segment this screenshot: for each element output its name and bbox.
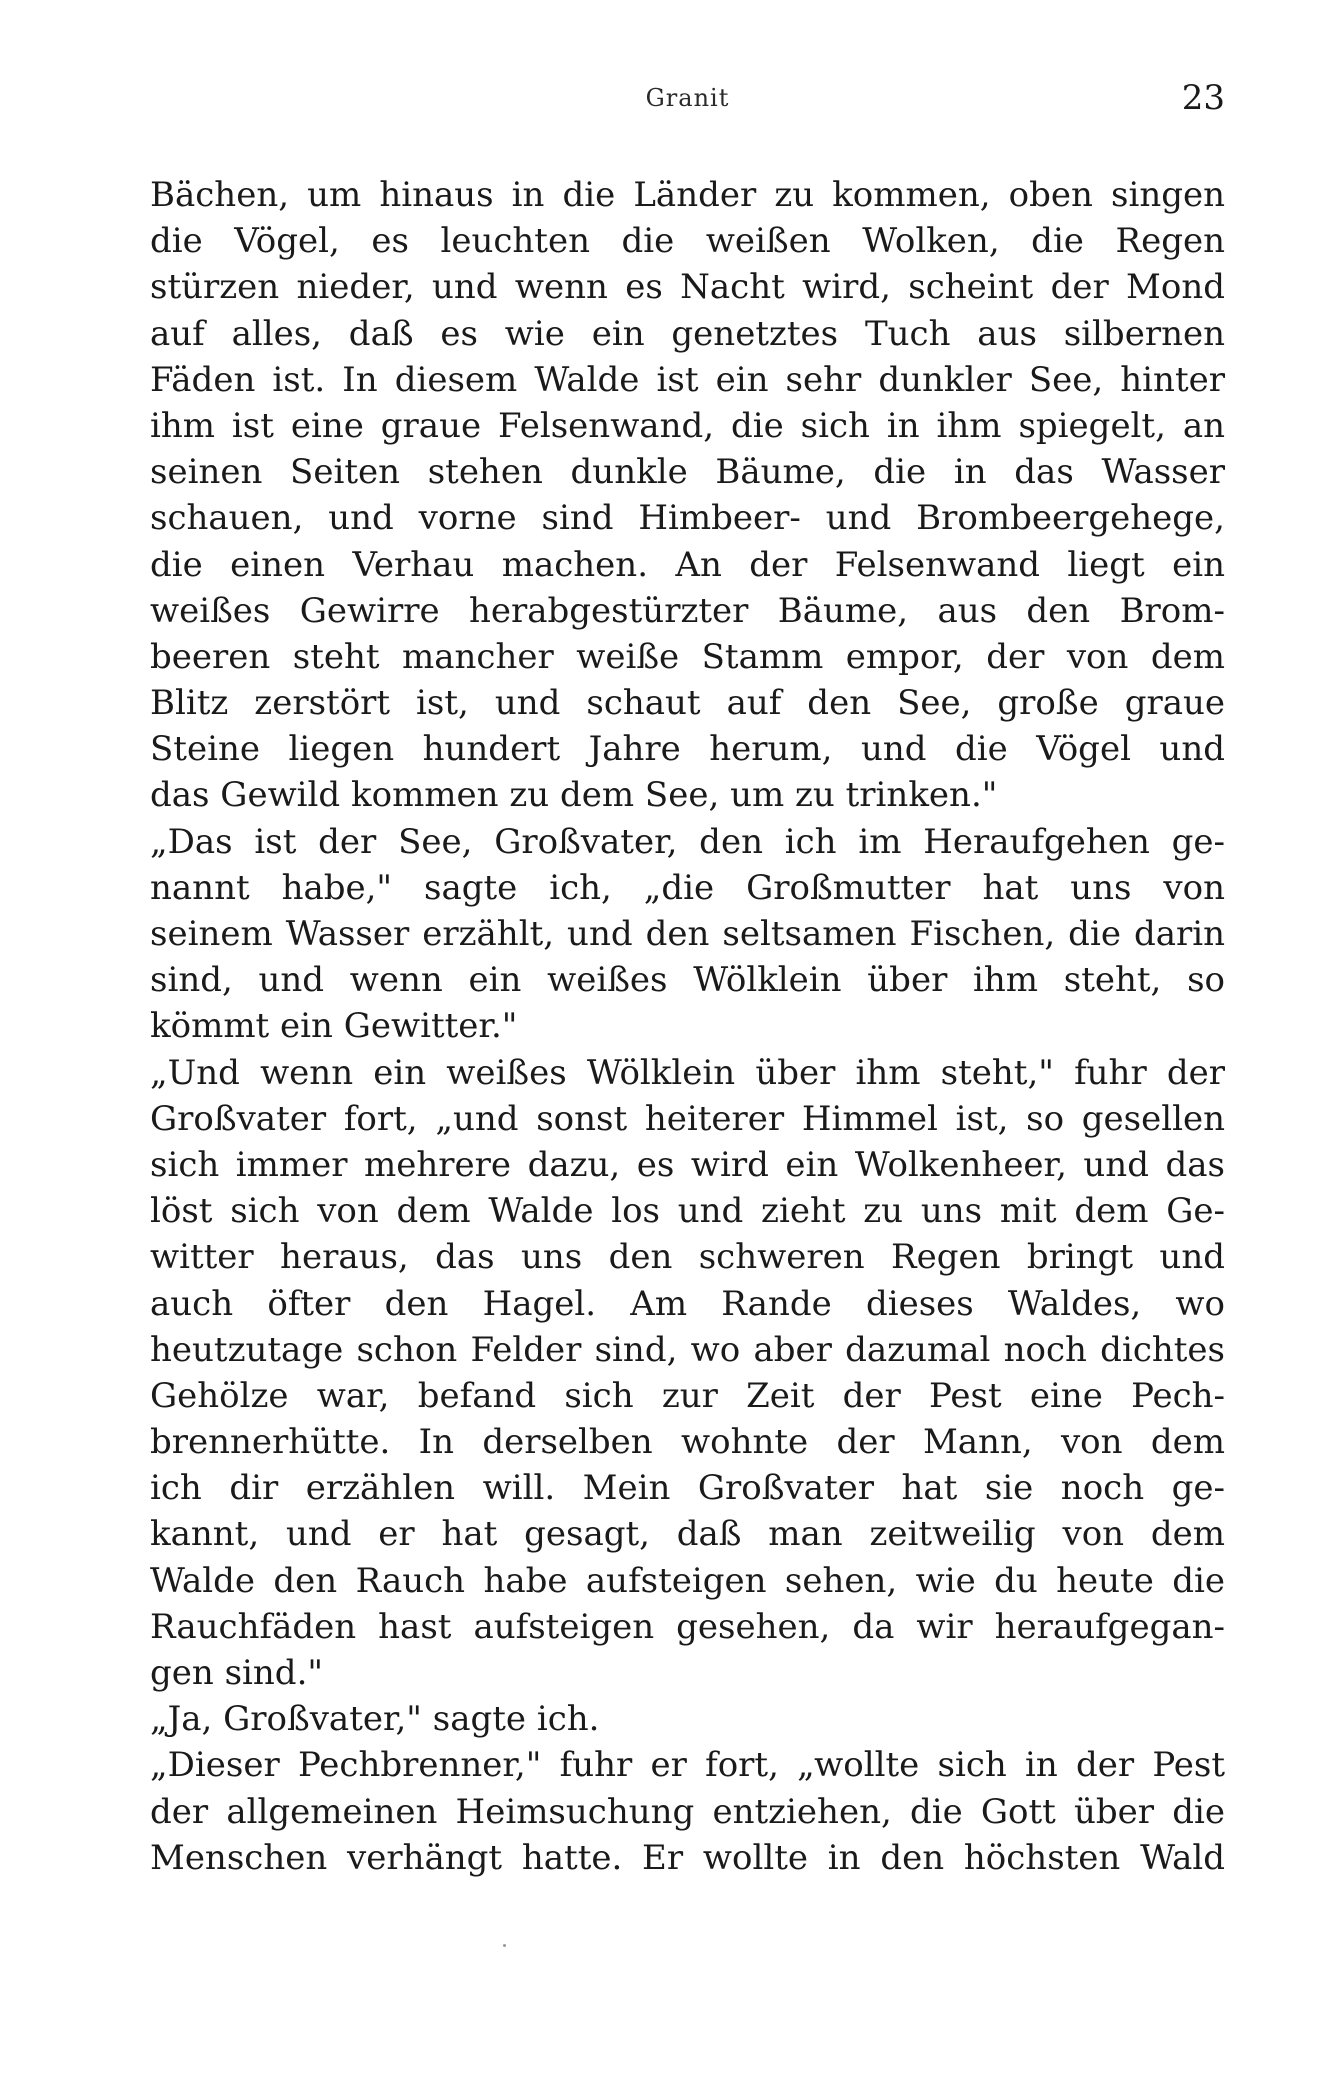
- text-line: stürzen nieder, und wenn es Nacht wird, scheint der Mond: [150, 267, 1225, 308]
- text-line: gen sind.": [150, 1653, 324, 1693]
- text-line: die Vögel, es leuchten die weißen Wolken, die Regen: [150, 221, 1225, 262]
- text-line: Rauchfäden hast aufsteigen gesehen, da wir heraufgegan-: [150, 1606, 1225, 1647]
- text-line: Menschen verhängt hatte. Er wollte in den höchsten Wald: [150, 1837, 1225, 1878]
- running-title: Granit: [645, 84, 730, 112]
- text-line: ihm ist eine graue Felsenwand, die sich in ihm spiegelt, an: [150, 405, 1225, 446]
- text-line: Gehölze war, befand sich zur Zeit der Pest eine Pech-: [150, 1375, 1225, 1416]
- text-line: beeren steht mancher weiße Stamm empor, der von dem: [150, 636, 1225, 677]
- text-line: löst sich von dem Walde los und zieht zu uns mit dem Ge-: [150, 1191, 1225, 1232]
- text-line: witter heraus, das uns den schweren Regen bringt und: [150, 1237, 1225, 1278]
- text-line: „Und wenn ein weißes Wölklein über ihm steht," fuhr der: [150, 1052, 1225, 1093]
- text-line: seinem Wasser erzählt, und den seltsamen Fischen, die darin: [150, 914, 1225, 954]
- text-line: Steine liegen hundert Jahre herum, und die Vögel und: [150, 729, 1225, 770]
- text-line: Bächen, um hinaus in die Länder zu kommen, oben singen: [150, 175, 1225, 215]
- text-line: schauen, und vorne sind Himbeer- und Brombeergehege,: [150, 498, 1225, 539]
- text-line: sich immer mehrere dazu, es wird ein Wolkenheer, und das: [150, 1144, 1225, 1185]
- text-line: die einen Verhau machen. An der Felsenwand liegt ein: [150, 544, 1225, 585]
- text-line: seinen Seiten stehen dunkle Bäume, die in das Wasser: [150, 452, 1225, 493]
- text-line: das Gewild kommen zu dem See, um zu trinken.": [150, 775, 998, 816]
- text-line: der allgemeinen Heimsuchung entziehen, die Gott über die: [150, 1791, 1225, 1832]
- text-line: „Ja, Großvater," sagte ich.: [150, 1699, 600, 1740]
- text-line: „Das ist der See, Großvater, den ich im Heraufgehen ge-: [150, 821, 1225, 862]
- text-line: weißes Gewirre herabgestürzter Bäume, aus den Brom-: [150, 590, 1225, 631]
- paper-speck: [503, 1944, 506, 1947]
- text-line: ich dir erzählen will. Mein Großvater hat sie noch ge-: [150, 1468, 1225, 1509]
- text-line: kannt, und er hat gesagt, daß man zeitweilig von dem: [150, 1514, 1225, 1555]
- text-line: „Dieser Pechbrenner," fuhr er fort, „wollte sich in der Pest: [150, 1745, 1225, 1786]
- text-line: Blitz zerstört ist, und schaut auf den See, große graue: [150, 683, 1225, 724]
- page-number: 23: [1181, 78, 1225, 118]
- text-line: heutzutage schon Felder sind, wo aber dazumal noch dichtes: [150, 1329, 1225, 1370]
- body-text: [150, 172, 1225, 1881]
- text-line: auch öfter den Hagel. Am Rande dieses Waldes, wo: [150, 1283, 1225, 1324]
- text-line: auf alles, daß es wie ein genetztes Tuch aus silbernen: [150, 313, 1225, 354]
- text-line: Großvater fort, „und sonst heiterer Himmel ist, so gesellen: [150, 1098, 1225, 1139]
- text-line: nannt habe," sagte ich, „die Großmutter hat uns von: [150, 867, 1225, 908]
- text-line: Walde den Rauch habe aufsteigen sehen, wie du heute die: [150, 1560, 1225, 1601]
- text-line: Fäden ist. In diesem Walde ist ein sehr dunkler See, hinter: [150, 359, 1225, 400]
- page-header: [150, 78, 1225, 128]
- text-line: sind, und wenn ein weißes Wölklein über ihm steht, so: [150, 960, 1225, 1001]
- text-line: kömmt ein Gewitter.": [150, 1006, 518, 1047]
- text-line: brennerhütte. In derselben wohnte der Mann, von dem: [150, 1422, 1225, 1463]
